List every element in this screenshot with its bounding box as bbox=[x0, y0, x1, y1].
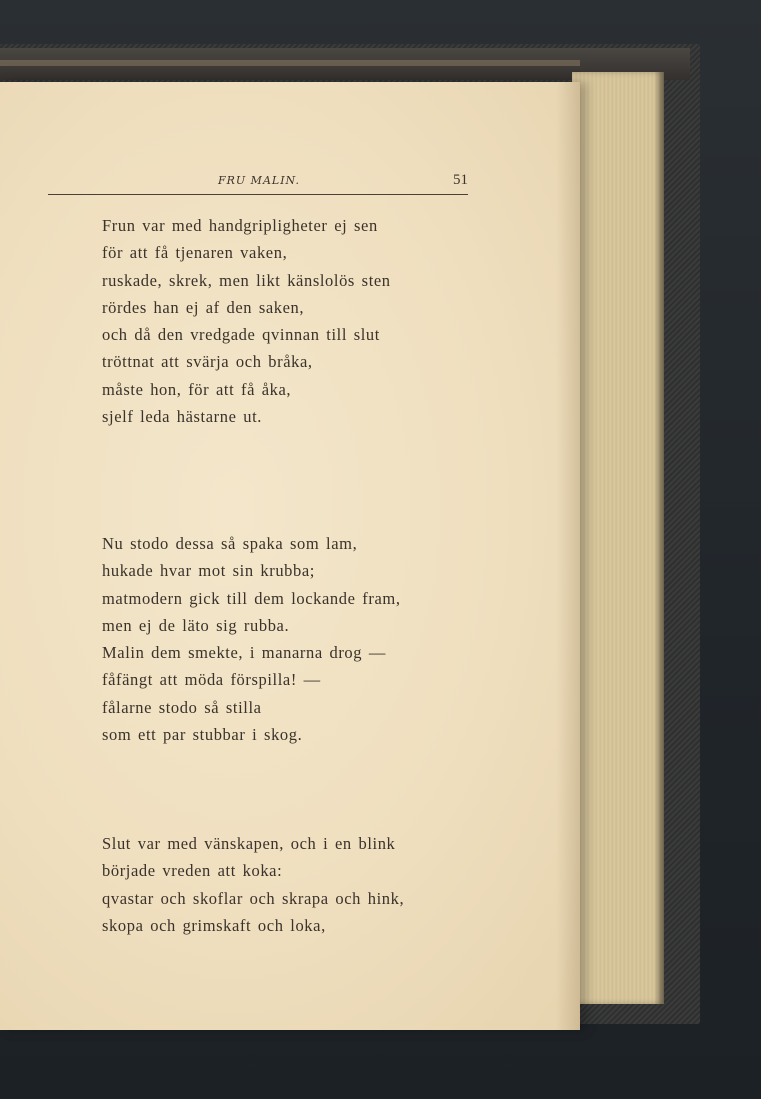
verse-line: ruskade, skrek, men likt känslolös sten bbox=[102, 270, 391, 290]
verse-line: matmodern gick till dem lockande fram, bbox=[102, 588, 401, 608]
verse-line: som ett par stubbar i skog. bbox=[102, 725, 303, 745]
verse-line: hukade hvar mot sin krubba; bbox=[102, 561, 315, 581]
verse-line: för att få tjenaren vaken, bbox=[102, 243, 288, 263]
verse-line: började vreden att koka: bbox=[102, 861, 283, 881]
page-number: 51 bbox=[453, 172, 468, 188]
running-head bbox=[48, 174, 468, 195]
verse-line: sjelf leda hästarne ut. bbox=[102, 407, 262, 427]
verse-line: Slut var med vänskapen, och i en blink bbox=[102, 834, 396, 853]
verse-line: rördes han ej af den saken, bbox=[102, 297, 305, 317]
verse-line: Frun var med handgripligheter ej sen bbox=[102, 216, 378, 235]
verse-line: skopa och grimskaft och loka, bbox=[102, 915, 326, 935]
verse-line: qvastar och skoflar och skrapa och hink, bbox=[102, 888, 405, 908]
verse-line: Malin dem smekte, i manarna drog — bbox=[102, 643, 386, 663]
stanza-2 bbox=[102, 530, 462, 748]
verse-line: men ej de läto sig rubba. bbox=[102, 615, 290, 635]
stanza-1 bbox=[102, 212, 462, 430]
book-headband bbox=[0, 60, 580, 66]
stanza-3 bbox=[102, 830, 462, 939]
verse-line: måste hon, för att få åka, bbox=[102, 379, 292, 399]
book-page bbox=[0, 82, 580, 1030]
verse-line: fålarne stodo så stilla bbox=[102, 697, 262, 717]
running-title: FRU MALIN. bbox=[218, 174, 300, 187]
verse-line: tröttnat att svärja och bråka, bbox=[102, 352, 313, 372]
verse-line: fåfängt att möda förspilla! — bbox=[102, 670, 321, 690]
page-edges bbox=[572, 72, 664, 1004]
verse-line: och då den vredgade qvinnan till slut bbox=[102, 325, 380, 345]
verse-line: Nu stodo dessa så spaka som lam, bbox=[102, 534, 358, 553]
